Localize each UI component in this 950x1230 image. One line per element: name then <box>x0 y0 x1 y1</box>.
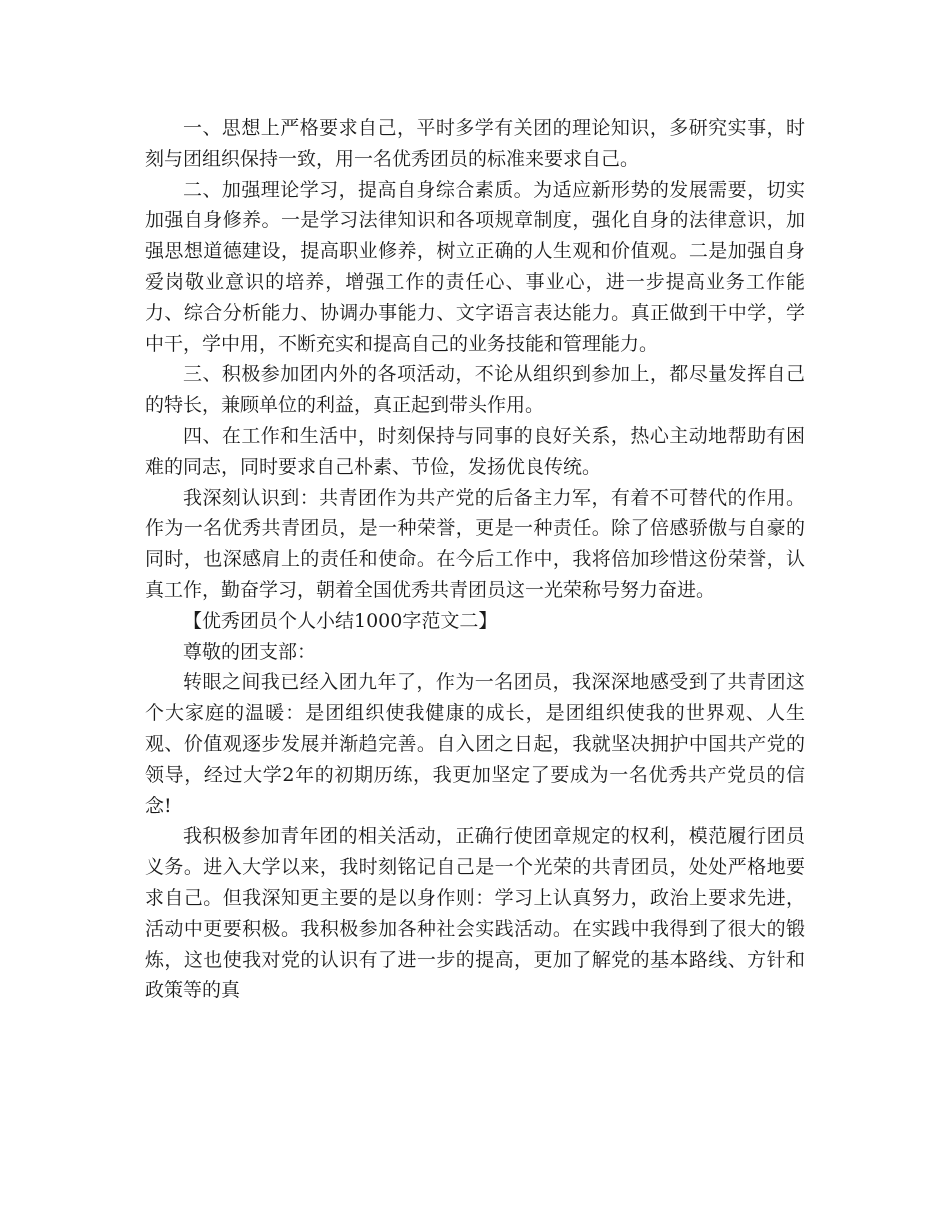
document-body <box>145 113 805 1006</box>
paragraph-5: 我深刻认识到：共青团作为共产党的后备主力军，有着不可替代的作用。作为一名优秀共青团员，是一种荣誉，更是一种责任。除了倍感骄傲与自豪的同时，也深感肩上的责任和使命。在今后工作中，我将倍加珍惜这份荣誉，认真工作，勤奋学习，朝着全国优秀共青团员这一光荣称号努力奋进。 <box>145 486 805 601</box>
paragraph-1: 一、思想上严格要求自己，平时多学有关团的理论知识，多研究实事，时刻与团组织保持一致，用一名优秀团员的标准来要求自己。 <box>145 117 805 170</box>
paragraph-2: 二、加强理论学习，提高自身综合素质。为适应新形势的发展需要，切实加强自身修养。一是学习法律知识和各项规章制度，强化自身的法律意识，加强思想道德建设，提高职业修养，树立正确的人生观和价值观。二是加强自身爱岗敬业意识的培养，增强工作的责任心、事业心，进一步提高业务工作能力、综合分析能力、协调办事能力、文字语言表达能力。真正做到干中学，学中干，学中用，不断充实和提高自己的业务技能和管理能力。 <box>145 178 805 355</box>
paragraph-3: 三、积极参加团内外的各项活动，不论从组织到参加上，都尽量发挥自己的特长，兼顾单位的利益，真正起到带头作用。 <box>145 363 805 417</box>
salutation: 尊敬的团支部： <box>183 640 317 663</box>
section-heading: 【优秀团员个人小结1000字范文二】 <box>183 609 498 632</box>
paragraph-7: 我积极参加青年团的相关活动，正确行使团章规定的权利，模范履行团员义务。进入大学以来，我时刻铭记自己是一个光荣的共青团员，处处严格地要求自己。但我深知更主要的是以身作则：学习上认真努力，政治上要求先进，活动中更要积极。我积极参加各种社会实践活动。在实践中我得到了很大的锻炼，这也使我对党的认识有了进一步的提高，更加了解党的基本路线、方针和政策等的真 <box>145 825 805 1002</box>
paragraph-4: 四、在工作和生活中，时刻保持与同事的良好关系，热心主动地帮助有困难的同志，同时要求自己朴素、节俭，发扬优良传统。 <box>145 424 805 478</box>
paragraph-6: 转眼之间我已经入团九年了，作为一名团员，我深深地感受到了共青团这个大家庭的温暖：是团组织使我健康的成长，是团组织使我的世界观、人生观、价值观逐步发展并渐趋完善。自入团之日起，我就坚决拥护中国共产党的领导，经过大学2年的初期历练，我更加坚定了要成为一名优秀共产党员的信念! <box>145 671 805 817</box>
